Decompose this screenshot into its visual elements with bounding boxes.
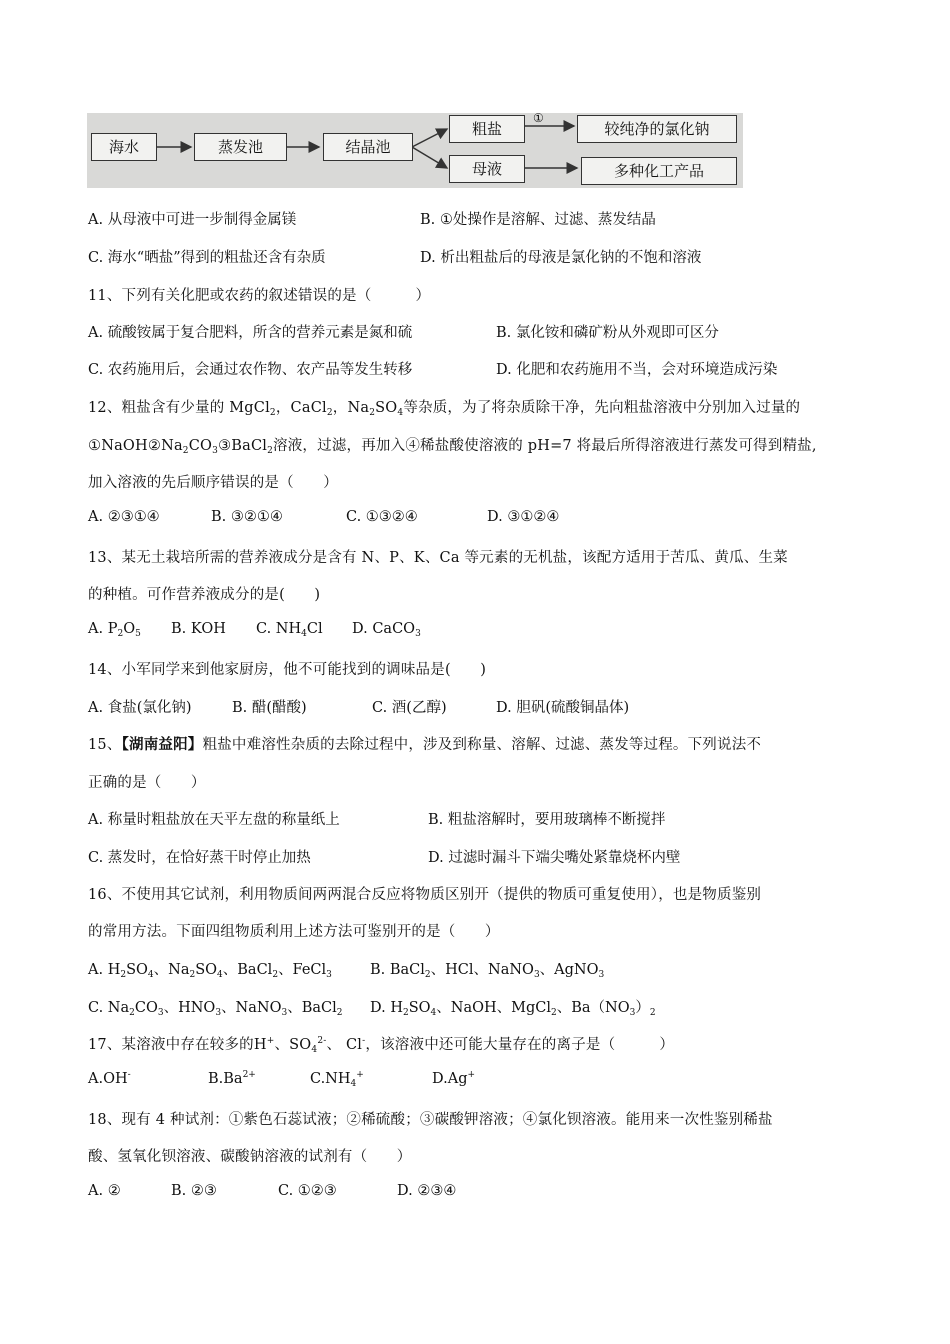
q16-option-c: C. $Na_2CO_3$、$HNO_3$、NaNO$_3$、BaCl$_2$ — [88, 1000, 343, 1018]
q11-stem: 11、下列有关化肥或农药的叙述错误的是（ ） — [88, 288, 431, 304]
q11-option-c: C. 农药施用后，会通过农作物、农产品等发生转移 — [88, 362, 413, 378]
q16-option-b: B. BaCl$_2$、HCl、NaNO$_3$、AgNO$_3$ — [370, 962, 605, 980]
node-seawater: 海水 — [91, 133, 157, 161]
q12-stem-line1: 12、粗盐含有少量的 MgCl$_2$，CaCl$_2$，$Na_2SO_4$等杂质，为了将杂质除干净，先向粗盐溶液中分别加入过量的 — [88, 400, 801, 418]
q18-option-d: D. ②③④ — [397, 1183, 457, 1199]
q15-stem-line2: 正确的是（ ） — [88, 775, 206, 791]
q10-option-b: B. ①处操作是溶解、过滤、蒸发结晶 — [420, 212, 656, 228]
q15-stem-text: 粗盐中难溶性杂质的去除过程中，涉及到称量、溶解、过滤、蒸发等过程。下列说法不 — [202, 737, 762, 753]
q11-option-b: B. 氯化铵和磷矿粉从外观即可区分 — [496, 325, 719, 341]
q12-option-d: D. ③①②④ — [487, 509, 560, 525]
q10-option-c: C. 海水“晒盐”得到的粗盐还含有杂质 — [88, 250, 326, 266]
q14-stem: 14、小军同学来到他家厨房，他不可能找到的调味品是( ) — [88, 662, 487, 678]
q17-option-a: A.OH- — [88, 1070, 131, 1087]
q13-option-d-subscript: 3 — [415, 629, 421, 639]
q13-option-d-text: D. CaCO — [352, 621, 416, 637]
q13-option-a: A. $P_2O_5$ — [88, 621, 141, 639]
q13-stem-line1: 13、某无土栽培所需的营养液成分是含有 N、P、K、Ca 等元素的无机盐，该配方适用于苦瓜、黄瓜、生菜 — [88, 550, 788, 566]
q15-option-a: A. 称量时粗盐放在天平左盘的称量纸上 — [88, 812, 340, 828]
q12-stem-line3: 加入溶液的先后顺序错误的是（ ） — [88, 475, 338, 491]
q13-stem-line2: 的种植。可作营养液成分的是( ) — [88, 587, 321, 603]
q11-option-a: A. 硫酸铵属于复合肥料，所含的营养元素是氮和硫 — [88, 325, 413, 341]
q12-stem-line2: $①NaOH②Na_2CO_3③BaCl_2$溶液，过滤，再加入④稀盐酸使溶液的 pH=7 将最后所得溶液进行蒸发可得到精盐, — [88, 438, 817, 456]
q15-option-b: B. 粗盐溶解时，要用玻璃棒不断搅拌 — [428, 812, 666, 828]
node-crystallization-pond: 结晶池 — [323, 133, 413, 161]
q15-option-d: D. 过滤时漏斗下端尖嘴处紧靠烧杯内壁 — [428, 850, 681, 866]
q18-stem-line1: 18、现有 4 种试剂：①紫色石蕊试液；②稀硫酸；③碳酸钾溶液；④氯化钡溶液。能用来一次性鉴别稀盐 — [88, 1112, 773, 1128]
q12-option-a: A. ②③①④ — [88, 509, 160, 525]
q17-option-c: $C.NH_4^+$ — [310, 1070, 364, 1089]
seawater-process-diagram — [87, 113, 743, 188]
q17-option-d: D.Ag+ — [432, 1070, 476, 1087]
q18-option-b: B. ②③ — [171, 1183, 217, 1199]
q17-stem: 17、某溶液中存在较多的H+、$SO_4^{2-}$、 Cl-，该溶液中还可能大量存在的离子是（ ） — [88, 1036, 675, 1055]
q15-number: 15、 — [88, 737, 122, 753]
q16-option-a: A. $H_2SO_4$、$Na_2SO_4$、BaCl$_2$、FeCl$_3$ — [88, 962, 332, 980]
node-mother-liquor: 母液 — [449, 155, 525, 183]
q16-stem-line2: 的常用方法。下面四组物质利用上述方法可鉴别开的是（ ） — [88, 924, 500, 940]
node-crude-salt: 粗盐 — [449, 115, 525, 143]
q18-option-a: A. ② — [88, 1183, 121, 1199]
step-label-1: ① — [533, 111, 544, 125]
q13-option-d — [352, 621, 421, 639]
q15-stem-line1 — [88, 733, 761, 754]
q10-option-d: D. 析出粗盐后的母液是氯化钠的不饱和溶液 — [420, 250, 702, 266]
q10-option-a: A. 从母液中可进一步制得金属镁 — [88, 212, 297, 228]
q11-option-d: D. 化肥和农药施用不当，会对环境造成污染 — [496, 362, 778, 378]
q13-option-b: B. KOH — [171, 621, 226, 637]
q18-stem-line2: 酸、氢氧化钡溶液、碳酸钠溶液的试剂有（ ） — [88, 1149, 412, 1165]
q18-option-c: C. ①②③ — [278, 1183, 337, 1199]
q17-option-b: $B.Ba^{2+}$ — [208, 1070, 256, 1087]
q14-option-b: B. 醋(醋酸) — [232, 700, 307, 716]
q15-source-tag: 【湖南益阳】 — [121, 736, 203, 753]
q14-option-a: A. 食盐(氯化钠) — [88, 700, 192, 716]
q16-stem-line1: 16、不使用其它试剂，利用物质间两两混合反应将物质区别开（提供的物质可重复使用），也是物质鉴别 — [88, 887, 762, 903]
q12-option-c: C. ①③②④ — [346, 509, 418, 525]
q14-option-d: D. 胆矾(硫酸铜晶体) — [496, 700, 630, 716]
node-chemical-products: 多种化工产品 — [581, 157, 737, 185]
node-evaporation-pond: 蒸发池 — [194, 133, 287, 161]
q14-option-c: C. 酒(乙醇) — [372, 700, 447, 716]
node-pure-nacl: 较纯净的氯化钠 — [577, 115, 737, 143]
q12-option-b: B. ③②①④ — [211, 509, 283, 525]
q13-option-c: C. $NH_4Cl$ — [256, 621, 323, 639]
q15-option-c: C. 蒸发时，在恰好蒸干时停止加热 — [88, 850, 311, 866]
q16-option-d: D. $H_2SO_4$、NaOH、MgCl$_2$、$Ba(NO_3)_2$ — [370, 1000, 656, 1018]
